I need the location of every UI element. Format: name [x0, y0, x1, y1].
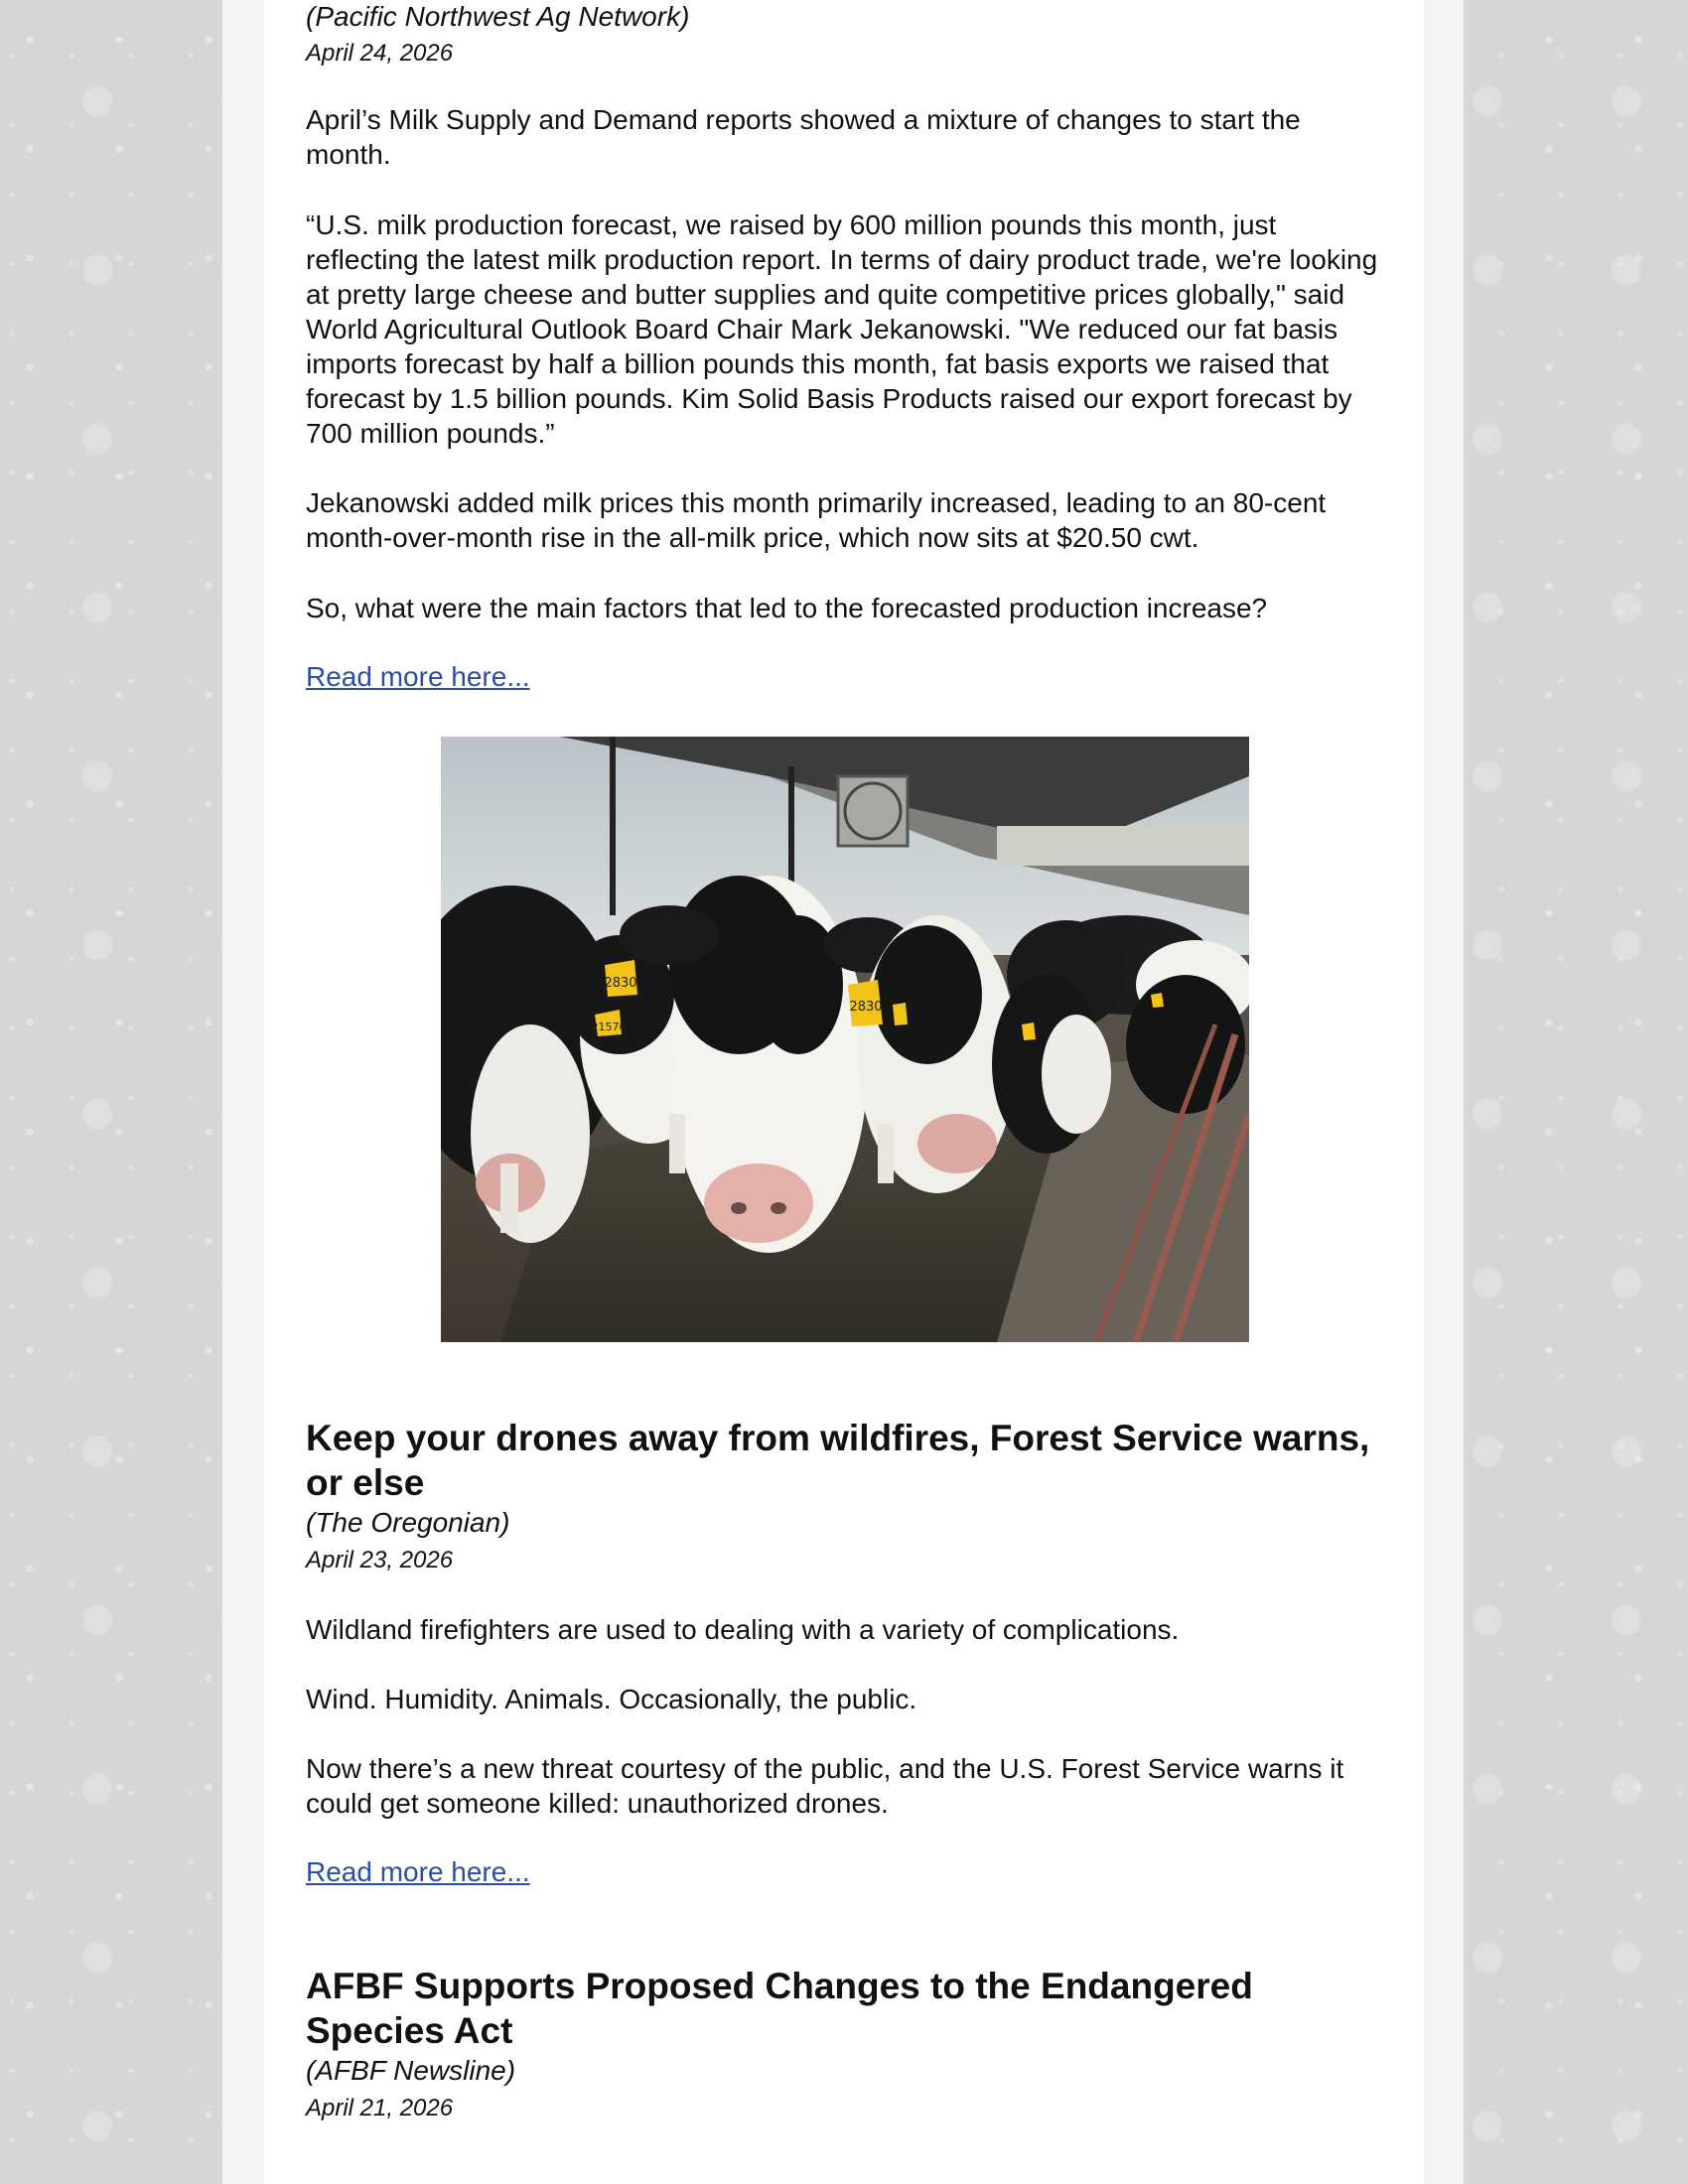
read-more-link[interactable]: Read more here...: [306, 1856, 530, 1887]
dairy-cows-photo: [441, 737, 1249, 1342]
article-paragraph: Wind. Humidity. Animals. Occasionally, the public.: [306, 1684, 917, 1714]
article-source: (AFBF Newsline): [306, 2055, 516, 2086]
article-paragraph: April’s Milk Supply and Demand reports showed a mixture of changes to start the month.: [306, 104, 1301, 170]
article-source: (The Oregonian): [306, 1507, 510, 1538]
article-paragraph: Jekanowski added milk prices this month primarily increased, leading to an 80-cent month-over-month rise in the all-milk price, which now sits at $20.50 cwt.: [306, 487, 1327, 553]
article-headline[interactable]: Keep your drones away from wildfires, Forest Service warns, or else: [306, 1418, 1370, 1503]
article-paragraph: Now there’s a new threat courtesy of the public, and the U.S. Forest Service warns it could get someone killed: unauthorized drones.: [306, 1753, 1344, 1819]
ear-tag-label: 2830: [849, 1000, 883, 1015]
article-headline[interactable]: AFBF Supports Proposed Changes to the Endangered Species Act: [306, 1966, 1253, 2051]
article-paragraph: “U.S. milk production forecast, we raised by 600 million pounds this month, just reflecting the latest milk production report. In terms of dairy product trade, we're looking at pretty large cheese and butter supplies and quite competitive prices globally," said World Agricultural Outlook Board Chair Mark Jekanowski. "We reduced our fat basis imports forecast by half a billion pounds this month, fat basis exports we raised that forecast by 1.5 billion pounds. Kim Solid Basis Products raised our export forecast by 700 million pounds.”: [306, 209, 1378, 449]
ear-tag-label: 21570: [591, 1021, 627, 1033]
article-source: (Pacific Northwest Ag Network): [306, 1, 690, 32]
ear-tag-label: 2830: [604, 976, 637, 991]
article-date: April 24, 2026: [306, 40, 454, 67]
article-date: April 21, 2026: [306, 2095, 454, 2121]
read-more-link[interactable]: Read more here...: [306, 661, 530, 692]
article-paragraph: Wildland firefighters are used to dealing with a variety of complications.: [306, 1614, 1180, 1645]
article-paragraph: So, what were the main factors that led to the forecasted production increase?: [306, 593, 1268, 623]
article-date: April 23, 2026: [306, 1547, 454, 1573]
